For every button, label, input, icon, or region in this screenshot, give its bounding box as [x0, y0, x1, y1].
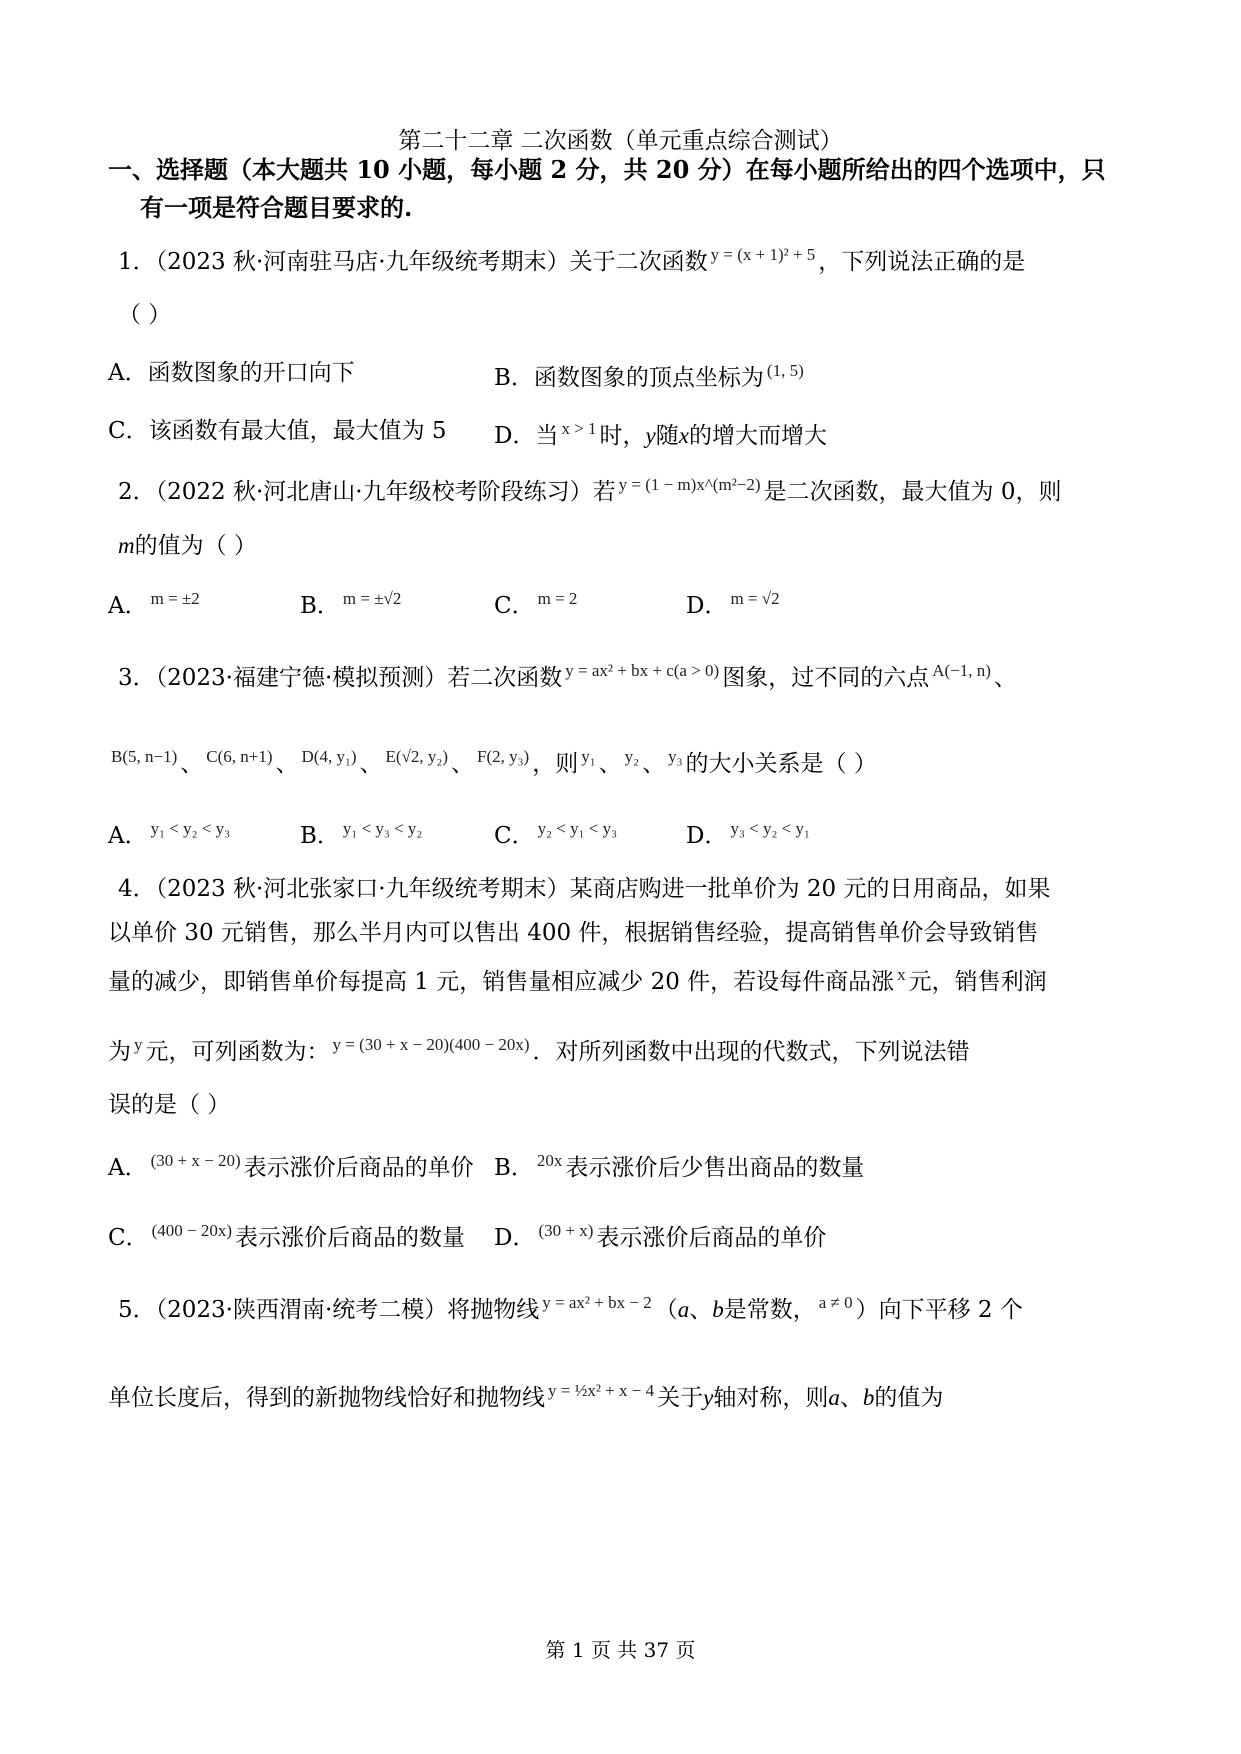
q4-option-b-math: 20x: [536, 1151, 563, 1170]
q4-stem-line5: 误的是（ ）: [108, 1092, 231, 1118]
q2-option-a: [108, 590, 203, 618]
q1-stem-pre: 1．（2023 秋·河南驻马店·九年级统考期末）关于二次函数: [118, 249, 708, 275]
q2-option-a-math: m = ±2: [150, 589, 200, 608]
q4-option-a: [108, 1152, 474, 1180]
q4-stem-line3: [108, 966, 1047, 994]
q5-line2-a: a: [828, 1385, 840, 1410]
q4-stem-line4-post: ．对所列函数中出现的代数式，下列说法错: [532, 1039, 970, 1065]
q4-option-b: [494, 1152, 864, 1180]
q5-stem-line2: [108, 1382, 943, 1410]
q5-stem-mid: （: [654, 1297, 678, 1323]
q3-then: ，则: [532, 751, 579, 777]
q3-option-b-math: y₁ < y₃ < y₂: [342, 819, 423, 838]
q2-option-b-math: m = ±√2: [342, 589, 402, 608]
q3-formula: y = ax² + bx + c(a > 0): [565, 661, 720, 680]
q3-option-b: [300, 820, 425, 848]
q5-condition: a ≠ 0: [818, 1293, 853, 1312]
q2-stem-line2: [118, 534, 257, 558]
q3-point-f: F(2, y₃): [477, 747, 530, 766]
section-heading-line1: 一、选择题（本大题共 10 小题，每小题 2 分，共 20 分）在每小题所给出的四个选项中，只: [108, 155, 1106, 184]
q1-option-d-y: y: [645, 423, 656, 448]
q2-option-d-math: m = √2: [730, 589, 780, 608]
q3-option-a: [108, 820, 233, 848]
q5-var-b: b: [712, 1297, 724, 1322]
q3-point-a: A(−1, n): [932, 661, 991, 680]
q3-sep-d: 、: [359, 751, 383, 777]
q4-option-c-text: 表示涨价后商品的数量: [235, 1225, 466, 1251]
q4-formula: y = (30 + x − 20)(400 − 20x): [332, 1035, 530, 1054]
q1-stem: [118, 246, 1025, 274]
q3-sep-e: 、: [451, 751, 474, 777]
q3-points-line: [108, 748, 877, 776]
q3-point-d: D(4, y₁): [301, 747, 357, 766]
q4-option-c-math: (400 − 20x): [151, 1221, 233, 1240]
q5-stem-mid2: 是常数，: [723, 1297, 816, 1323]
q4-stem-line3-post: 元，销售利润: [908, 969, 1047, 995]
q1-option-d-mid: 时，: [599, 423, 646, 449]
q2-option-a-label: A．: [108, 593, 148, 619]
q1-option-c: C．该函数有最大值，最大值为 5: [108, 418, 447, 444]
q3-option-a-math: y₁ < y₂ < y₃: [150, 819, 231, 838]
q1-option-d: [494, 420, 827, 448]
q4-stem-line4-mid: 元，可列函数为：: [145, 1039, 330, 1065]
q4-option-c-label: C．: [108, 1225, 149, 1251]
q3-option-c-label: C．: [494, 823, 535, 849]
q4-option-a-text: 表示涨价后商品的单价: [243, 1155, 474, 1181]
q3-y3: y₃: [668, 747, 683, 766]
q2-stem-pre: 2．（2022 秋·河北唐山·九年级校考阶段练习）若: [118, 479, 616, 505]
q4-stem-line3-pre: 量的减少，即销售单价每提高 1 元，销售量相应减少 20 件，若设每件商品涨: [108, 969, 895, 995]
q5-stem-pre: 5．（2023·陕西渭南·统考二模）将抛物线: [118, 1297, 540, 1323]
q5-stem: [118, 1294, 1023, 1322]
q3-option-d-math: y₃ < y₂ < y₁: [730, 819, 810, 838]
q4-option-a-math: (30 + x − 20): [150, 1151, 241, 1170]
q3-sep-y1: 、: [598, 751, 622, 777]
q5-sep: 、: [689, 1297, 713, 1323]
q4-var-y: y: [134, 1035, 143, 1054]
q2-option-b: [300, 590, 404, 618]
q4-option-d-math: (30 + x): [538, 1221, 594, 1240]
q5-formula2: y = ½x² + x − 4: [548, 1381, 655, 1400]
q5-stem-post: ）向下平移 2 个: [855, 1297, 1023, 1323]
q1-option-b-text: B．函数图象的顶点坐标为: [494, 365, 764, 391]
q1-option-d-x: x: [678, 423, 689, 448]
q5-var-y: y: [703, 1385, 714, 1410]
q1-stem-post: ，下列说法正确的是: [818, 249, 1026, 275]
q3-option-b-label: B．: [300, 823, 340, 849]
q4-stem-line2: 以单价 30 元销售，那么半月内可以售出 400 件，根据销售经验，提高销售单价会导致销售: [108, 920, 1039, 946]
q3-option-a-label: A．: [108, 823, 148, 849]
q4-var-x: x: [897, 965, 906, 984]
q3-point-e: E(√2, y₂): [385, 747, 448, 766]
q4-option-d-label: D．: [494, 1225, 536, 1251]
q2-option-c-label: C．: [494, 593, 535, 619]
q5-var-a: a: [677, 1297, 690, 1322]
q3-option-c-math: y₂ < y₁ < y₃: [537, 819, 618, 838]
q5-stem-line2-mid2: 轴对称，则: [713, 1385, 829, 1411]
q5-stem-line2-mid: 关于: [657, 1385, 704, 1411]
q1-option-d-pre: D．当: [494, 423, 559, 449]
q2-option-d-label: D．: [686, 593, 728, 619]
q3-stem: [118, 662, 1017, 690]
chapter-title: 第二十二章 二次函数（单元重点综合测试）: [398, 128, 843, 154]
q1-option-d-post: 的增大而增大: [688, 423, 827, 449]
q1-option-b-math: (1, 5): [766, 361, 804, 380]
q5-formula: y = ax² + bx − 2: [542, 1293, 652, 1312]
q4-option-b-text: 表示涨价后少售出商品的数量: [565, 1155, 865, 1181]
page-footer: 第 1 页 共 37 页: [545, 1638, 696, 1662]
q3-option-d: [686, 820, 813, 848]
q5-line2-sep: 、: [839, 1385, 863, 1411]
q2-var-m: m: [118, 533, 135, 558]
q5-line2-b: b: [862, 1385, 875, 1410]
q3-y1: y₁: [581, 747, 596, 766]
q3-point-c: C(6, n+1): [206, 747, 273, 766]
q1-option-a: A．函数图象的开口向下: [108, 360, 355, 386]
section-heading-line2: 有一项是符合题目要求的.: [140, 193, 413, 222]
q2-option-d: [686, 590, 783, 618]
q3-stem-mid: 图象，过不同的六点: [722, 665, 930, 691]
q4-stem-line1: 4．（2023 秋·河北张家口·九年级统考期末）某商店购进一批单价为 20 元的日用商品，如果: [118, 876, 1051, 902]
q2-option-c-math: m = 2: [537, 589, 578, 608]
q1-answer-blank: （ ）: [118, 302, 172, 328]
q2-stem-post: 是二次函数，最大值为 0，则: [763, 479, 1062, 505]
q5-stem-line2-post: 的值为: [874, 1385, 944, 1411]
q3-sep-b: 、: [180, 751, 204, 777]
q4-stem-line4: [108, 1036, 970, 1064]
q3-point-b: B(5, n−1): [111, 747, 178, 766]
q3-option-c: [494, 820, 620, 848]
q2-stem-line2-rest: 的值为（ ）: [134, 533, 257, 559]
q4-option-d-text: 表示涨价后商品的单价: [596, 1225, 827, 1251]
q3-rel: 的大小关系是（ ）: [685, 751, 877, 777]
q2-option-c: [494, 590, 580, 618]
q2-stem: [118, 476, 1062, 504]
q4-option-b-label: B．: [494, 1155, 534, 1181]
q1-option-d-math: x > 1: [561, 419, 597, 438]
q3-y2: y₂: [624, 747, 640, 766]
q3-stem-pre: 3．（2023·福建宁德·模拟预测）若二次函数: [118, 665, 563, 691]
q4-option-d: [494, 1222, 826, 1250]
q4-option-c: [108, 1222, 465, 1250]
q3-option-d-label: D．: [686, 823, 728, 849]
q2-option-b-label: B．: [300, 593, 340, 619]
q3-sep-c: 、: [275, 751, 299, 777]
q4-stem-line4-pre: 为: [108, 1039, 131, 1065]
q4-option-a-label: A．: [108, 1155, 148, 1181]
q1-option-d-mid2: 随: [655, 423, 679, 449]
q5-stem-line2-pre: 单位长度后，得到的新抛物线恰好和抛物线: [108, 1385, 545, 1411]
q3-sep-y2: 、: [642, 751, 666, 777]
q2-formula: y = (1 − m)x^(m²−2): [618, 475, 761, 494]
q1-formula: y = (x + 1)² + 5: [710, 245, 816, 264]
q1-option-b: [494, 362, 807, 390]
q3-sep: 、: [993, 665, 1017, 691]
